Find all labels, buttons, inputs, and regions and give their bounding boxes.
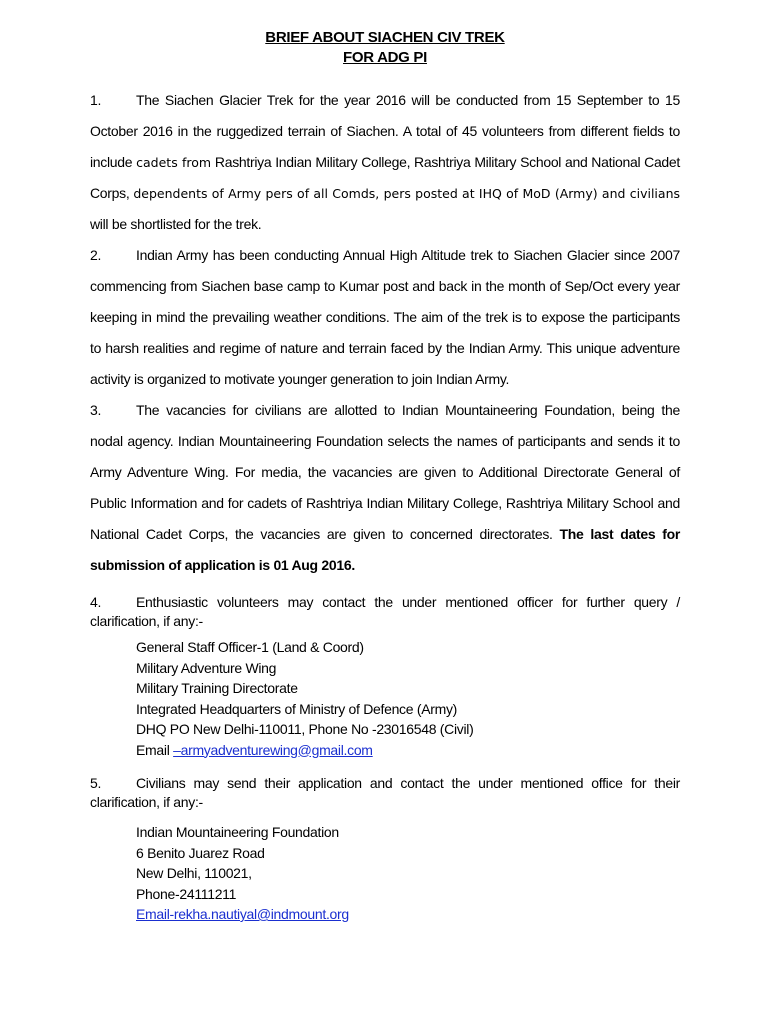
paragraph-text: Civilians may send their application and contact the under mentioned office for their clarification, if any:-: [90, 775, 680, 810]
title-line-2: FOR ADG PI: [343, 49, 427, 66]
paragraph-1: [90, 85, 680, 240]
paragraph-4: [90, 593, 680, 631]
address-line: Military Adventure Wing: [136, 659, 277, 676]
address-line: Military Training Directorate: [136, 680, 298, 696]
address-line: General Staff Officer-1 (Land & Coord): [136, 639, 364, 655]
email-line: [136, 904, 680, 925]
paragraph-number: 5.: [90, 775, 102, 791]
paragraph-text: The vacancies for civilians are allotted to Indian Mountaineering Foundation, being the nodal agency. Indian Mountaineering Foundation selects the names of participants and sends it to Army Adventure Wing. For media, the vacancies are given to Additional Directorate General of Public Information and for cadets of Rashtriya Indian Military College, Rashtriya Military School and National Cadet Corps, the vacancies are given to concerned directorates.: [90, 402, 680, 542]
document-title: [90, 28, 680, 68]
paragraph-text: Indian Army has been conducting Annual High Altitude trek to Siachen Glacier since 2007 commencing from Siachen base camp to Kumar post and back in the month of Sep/Oct every year keeping in mind the prevailing weather conditions. The aim of the trek is to expose the participants to harsh realities and regime of nature and terrain faced by the Indian Army. This unique adventure activity is organized to motivate younger generation to join Indian Army.: [90, 247, 680, 387]
paragraph-2: [90, 240, 680, 395]
paragraph-3: [90, 395, 680, 581]
address-line: DHQ PO New Delhi-110011, Phone No -23016548 (Civil): [136, 721, 474, 737]
email-label: Email: [136, 741, 174, 758]
paragraph-number: 2.: [90, 247, 102, 263]
paragraph-text: dependents of Army pers of all Comds, pers posted at IHQ of MoD (Army) and civilians: [133, 186, 680, 201]
paragraph-text: Rashtriya Indian Military College, Rashtriya Military School and National Cadet Corps,: [90, 154, 680, 201]
email-line: [136, 740, 680, 761]
address-line: Phone-24111211: [136, 885, 237, 902]
paragraph-number: 3.: [90, 402, 102, 418]
address-line: 6 Benito Juarez Road: [136, 844, 265, 861]
paragraph-number: 4.: [90, 594, 102, 610]
address-line: Indian Mountaineering Foundation: [136, 824, 339, 840]
address-line: Integrated Headquarters of Ministry of Defence (Army): [136, 700, 458, 717]
deadline-text: The last dates for submission of application is 01 Aug 2016.: [90, 526, 680, 573]
imf-email-link[interactable]: Email-rekha.nautiyal@indmount.org: [136, 906, 349, 922]
officer-email-link[interactable]: –armyadventurewing@gmail.com: [173, 741, 373, 758]
paragraph-5: [90, 774, 680, 812]
paragraph-text: cadets from: [136, 155, 212, 170]
document-page: [90, 28, 680, 925]
title-line-1: BRIEF ABOUT SIACHEN CIV TREK: [265, 29, 505, 46]
paragraph-text: Enthusiastic volunteers may contact the under mentioned officer for further query / clarification, if any:-: [90, 594, 680, 629]
paragraph-text: will be shortlisted for the trek.: [90, 216, 262, 232]
paragraph-text: The Siachen Glacier Trek for the year 2016 will be conducted from 15 September to 15 October 2016 in the ruggedized terrain of Siachen. A total of 45 volunteers from different fields to include: [90, 92, 680, 170]
imf-address: [136, 822, 680, 925]
address-line: New Delhi, 110021,: [136, 865, 252, 881]
officer-address: [136, 637, 680, 760]
paragraph-number: 1.: [90, 92, 102, 108]
